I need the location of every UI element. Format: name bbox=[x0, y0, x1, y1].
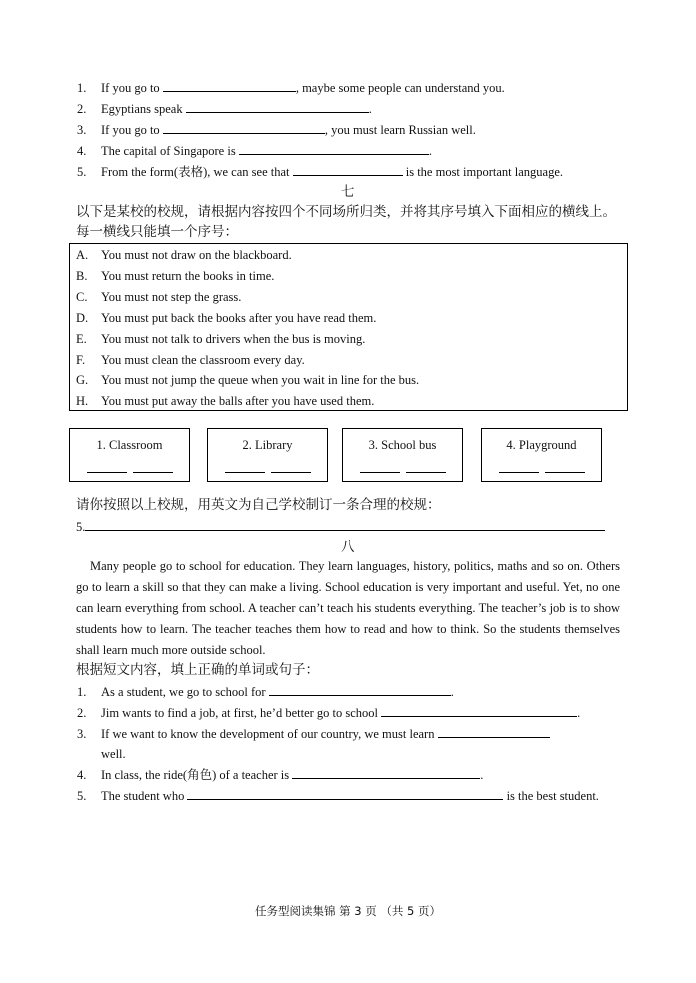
rule-text: You must put away the balls after you have used them. bbox=[101, 394, 375, 408]
instruction-text: 以下是某校的校规，请根据内容按四个不同场所归类，并将其序号填入下面相应的横线上。 bbox=[76, 204, 616, 220]
s8-question-1 bbox=[77, 683, 454, 700]
place-blanks bbox=[343, 460, 462, 477]
question-number: 2. bbox=[77, 706, 87, 720]
rule-letter: F. bbox=[76, 353, 86, 367]
answer-blank[interactable] bbox=[187, 787, 503, 800]
rule-text: You must not draw on the blackboard. bbox=[101, 248, 292, 262]
answer-blank[interactable] bbox=[186, 100, 369, 113]
question-text: From the form(表格), we can see that bbox=[101, 165, 293, 179]
s6-question-4 bbox=[77, 142, 432, 159]
question-number: 1. bbox=[77, 685, 87, 699]
place-blanks bbox=[208, 460, 327, 477]
answer-blank[interactable] bbox=[292, 766, 480, 779]
answer-blank[interactable] bbox=[293, 163, 403, 176]
s6-question-5 bbox=[77, 163, 563, 180]
place-blanks bbox=[482, 460, 601, 477]
reading-passage bbox=[76, 556, 620, 661]
question-text: . bbox=[480, 768, 484, 782]
answer-blank[interactable] bbox=[438, 725, 550, 738]
question-text: Egyptians speak bbox=[101, 102, 186, 116]
question-text: The student who bbox=[101, 789, 188, 803]
rule-item bbox=[76, 310, 376, 326]
question-text: As a student, we go to school for bbox=[101, 685, 269, 699]
instruction-text: 请你按照以上校规，用英文为自己学校制订一条合理的校规： bbox=[76, 497, 441, 513]
rule-item bbox=[76, 289, 241, 305]
answer-blank[interactable] bbox=[163, 79, 296, 92]
question-text: . bbox=[577, 706, 581, 720]
answer-blank[interactable] bbox=[269, 683, 451, 696]
section-heading-7: 七 bbox=[341, 184, 355, 200]
question-number: 5. bbox=[77, 165, 87, 179]
place-box-school-bus bbox=[342, 428, 463, 482]
answer-blank[interactable] bbox=[225, 460, 265, 473]
section-heading-8: 八 bbox=[341, 539, 355, 555]
rule-text: You must not talk to drivers when the bus is moving. bbox=[101, 332, 366, 346]
answer-blank[interactable] bbox=[271, 460, 311, 473]
rule-letter: D. bbox=[76, 311, 89, 325]
question-text: . bbox=[450, 685, 454, 699]
question-text: If you go to bbox=[101, 123, 163, 137]
rule-item bbox=[76, 393, 374, 409]
place-blanks bbox=[70, 460, 189, 477]
s8-question-3 bbox=[77, 725, 550, 742]
s8-question-4 bbox=[77, 766, 483, 783]
question-number: 3. bbox=[77, 123, 87, 137]
place-box-library bbox=[207, 428, 328, 482]
rule-letter: C. bbox=[76, 290, 88, 304]
rule-item bbox=[76, 247, 292, 263]
answer-blank[interactable] bbox=[85, 518, 605, 531]
question-text: . bbox=[368, 102, 372, 116]
s6-question-2 bbox=[77, 100, 372, 117]
rule-item bbox=[76, 352, 305, 368]
answer-blank[interactable] bbox=[406, 460, 446, 473]
rule-item bbox=[76, 372, 419, 388]
answer-blank[interactable] bbox=[381, 704, 577, 717]
answer-blank[interactable] bbox=[133, 460, 173, 473]
rule-item bbox=[76, 268, 274, 284]
question-number: 2. bbox=[77, 102, 87, 116]
answer-blank[interactable] bbox=[360, 460, 400, 473]
answer-blank[interactable] bbox=[499, 460, 539, 473]
rule-letter: G. bbox=[76, 373, 89, 387]
question-text: If we want to know the development of our country, we must learn bbox=[101, 727, 438, 741]
question-number: 1. bbox=[77, 81, 87, 95]
question-text: , maybe some people can understand you. bbox=[295, 81, 505, 95]
place-title: 3. School bus bbox=[368, 438, 437, 452]
place-title: 2. Library bbox=[242, 438, 293, 452]
answer-blank[interactable] bbox=[545, 460, 585, 473]
place-box-playground bbox=[481, 428, 602, 482]
question-text: is the best student. bbox=[503, 789, 599, 803]
question-text: Jim wants to find a job, at first, he’d better go to school bbox=[101, 706, 382, 720]
question-number: 4. bbox=[77, 768, 87, 782]
instruction-text: 每一横线只能填一个序号： bbox=[76, 224, 238, 240]
instruction-text: 根据短文内容，填上正确的单词或句子： bbox=[76, 662, 319, 678]
rules-box bbox=[69, 243, 628, 411]
s7-question-5 bbox=[76, 518, 605, 535]
s6-question-1 bbox=[77, 79, 505, 96]
question-text: , you must learn Russian well. bbox=[324, 123, 476, 137]
rule-letter: H. bbox=[76, 394, 89, 408]
s6-question-3 bbox=[77, 121, 476, 138]
rule-text: You must not step the grass. bbox=[101, 290, 242, 304]
answer-blank[interactable] bbox=[87, 460, 127, 473]
passage-text: Many people go to school for education. They learn languages, history, politics, maths and so on. Others go to learn a skill so that they can make a living. School education is very important and useful. Yet, no one can learn everything from school. A teacher can’t teach his students everything. The teacher’s job is to show students how to learn. The teacher teaches them how to read and how to think. So the students themselves shall learn much more outside school. bbox=[76, 559, 620, 657]
page-footer: 任务型阅读集锦 第 3 页 （共 5 页） bbox=[254, 904, 442, 918]
question-text: If you go to bbox=[101, 81, 163, 95]
rule-text: You must return the books in time. bbox=[101, 269, 275, 283]
question-number: 4. bbox=[77, 144, 87, 158]
s8-question-3-continuation: well. bbox=[101, 747, 126, 761]
place-title: 1. Classroom bbox=[96, 438, 163, 452]
answer-blank[interactable] bbox=[239, 142, 429, 155]
rule-letter: B. bbox=[76, 269, 88, 283]
rule-text: You must clean the classroom every day. bbox=[101, 353, 305, 367]
question-number: 5. bbox=[77, 789, 87, 803]
rule-letter: E. bbox=[76, 332, 87, 346]
s8-question-5 bbox=[77, 787, 599, 804]
question-text: is the most important language. bbox=[402, 165, 563, 179]
s8-question-2 bbox=[77, 704, 580, 721]
place-box-classroom bbox=[69, 428, 190, 482]
answer-blank[interactable] bbox=[163, 121, 325, 134]
place-title: 4. Playground bbox=[506, 438, 577, 452]
question-text: The capital of Singapore is bbox=[101, 144, 239, 158]
question-text: . bbox=[428, 144, 432, 158]
rule-item bbox=[76, 331, 365, 347]
rule-text: You must put back the books after you have read them. bbox=[101, 311, 377, 325]
question-text: In class, the ride(角色) of a teacher is bbox=[101, 768, 293, 782]
question-number: 5. bbox=[76, 520, 86, 534]
question-number: 3. bbox=[77, 727, 87, 741]
rule-text: You must not jump the queue when you wait in line for the bus. bbox=[101, 373, 420, 387]
rule-letter: A. bbox=[76, 248, 89, 262]
